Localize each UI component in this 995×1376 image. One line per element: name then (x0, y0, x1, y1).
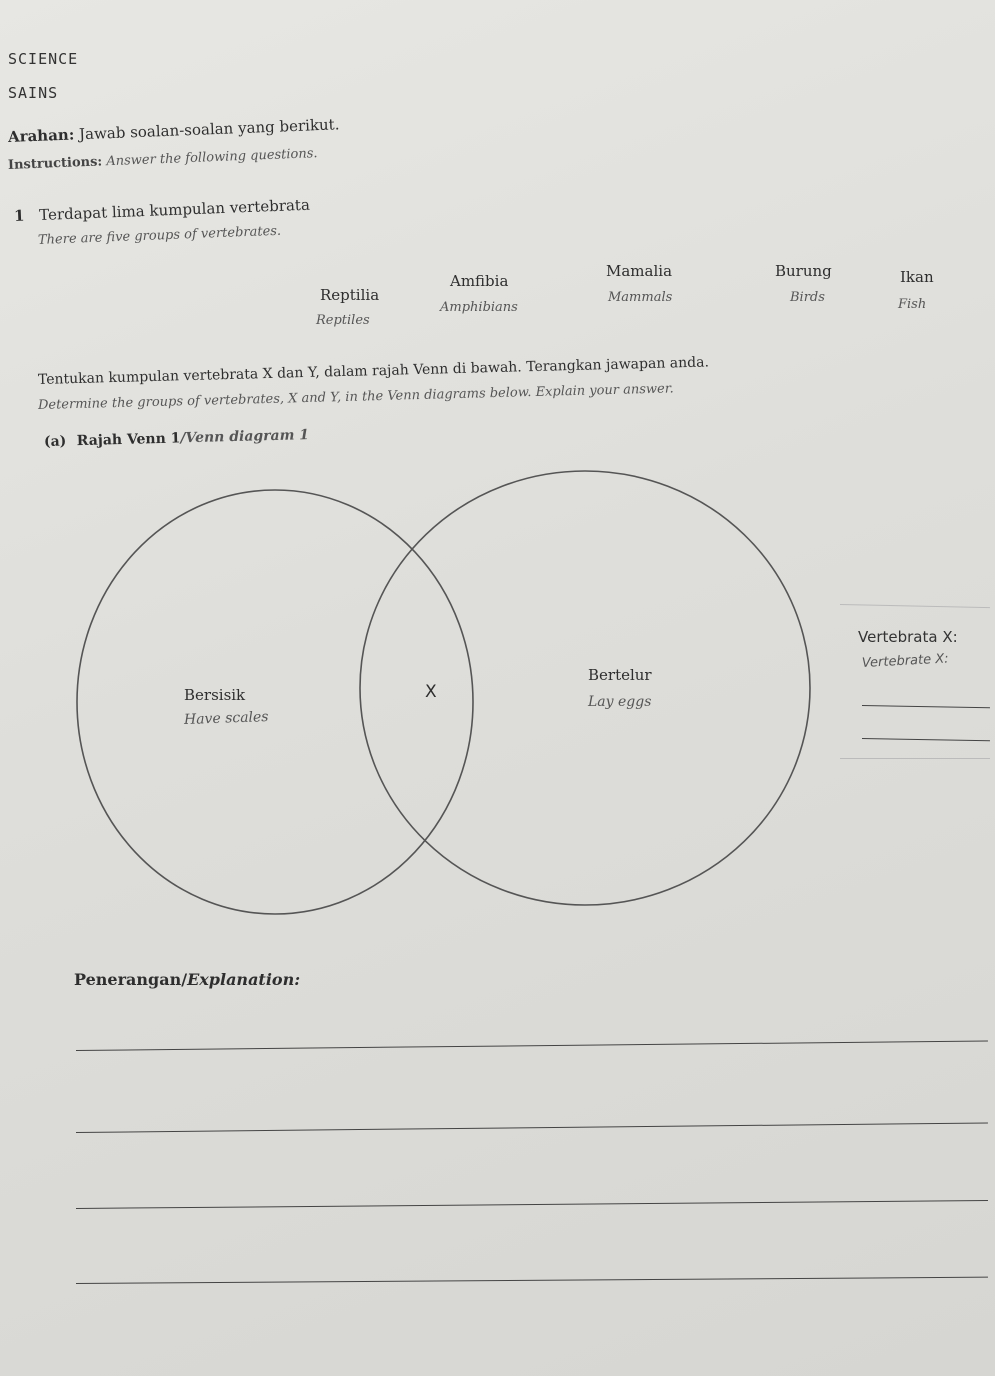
group-fish-english: Fish (898, 297, 927, 312)
task-english: Determine the groups of vertebrates, X and Y, in the Venn diagrams below. Explain your answer. (37, 381, 674, 413)
part-a-title-malay: Rajah Venn 1 (76, 430, 181, 450)
venn-intersection-x: X (425, 682, 437, 702)
question-number: 1 (13, 206, 25, 225)
group-fish-malay: Ikan (900, 268, 934, 286)
explanation-label-malay: Penerangan/ (74, 970, 188, 989)
explanation-label-english: Explanation: (187, 970, 301, 989)
group-mammals-english: Mammals (608, 290, 673, 305)
part-a-label: (a) (43, 433, 67, 450)
group-amphibians-english: Amphibians (440, 300, 518, 315)
question-intro-malay-text: Terdapat lima kumpulan vertebrata (38, 195, 311, 225)
venn-left-label-malay: Bersisik (184, 686, 246, 704)
venn-right-label-malay: Bertelur (588, 666, 652, 684)
task-malay: Tentukan kumpulan vertebrata X dan Y, dalam rajah Venn di bawah. Terangkan jawapan anda. (37, 354, 710, 388)
venn-left-circle (77, 490, 473, 914)
subject-english: SCIENCE (8, 50, 79, 68)
answer-label-english: Vertebrate X: (861, 651, 949, 671)
group-mammals-malay: Mamalia (606, 262, 673, 280)
group-reptiles-malay: Reptilia (320, 286, 380, 304)
group-birds-malay: Burung (775, 262, 832, 280)
instructions-text-english: Answer the following questions. (106, 146, 318, 170)
answer-label-malay: Vertebrata X: (858, 628, 958, 646)
question-intro-english: There are five groups of vertebrates. (37, 223, 282, 248)
instructions-label-english: Instructions: (7, 154, 103, 173)
group-birds-english: Birds (790, 290, 825, 305)
answer-box-bottom-edge (840, 758, 990, 759)
explanation-heading (74, 970, 300, 989)
instructions-text-malay: Jawab soalan-soalan yang berikut. (78, 115, 340, 144)
subject-malay: SAINS (8, 84, 59, 102)
part-a-title-english: /Venn diagram 1 (180, 427, 310, 447)
group-amphibians-malay: Amfibia (450, 272, 509, 290)
venn-right-label-english: Lay eggs (588, 694, 652, 710)
instructions-label-malay: Arahan: (7, 125, 75, 146)
group-reptiles-english: Reptiles (316, 313, 370, 328)
venn-left-label-english: Have scales (183, 709, 269, 728)
